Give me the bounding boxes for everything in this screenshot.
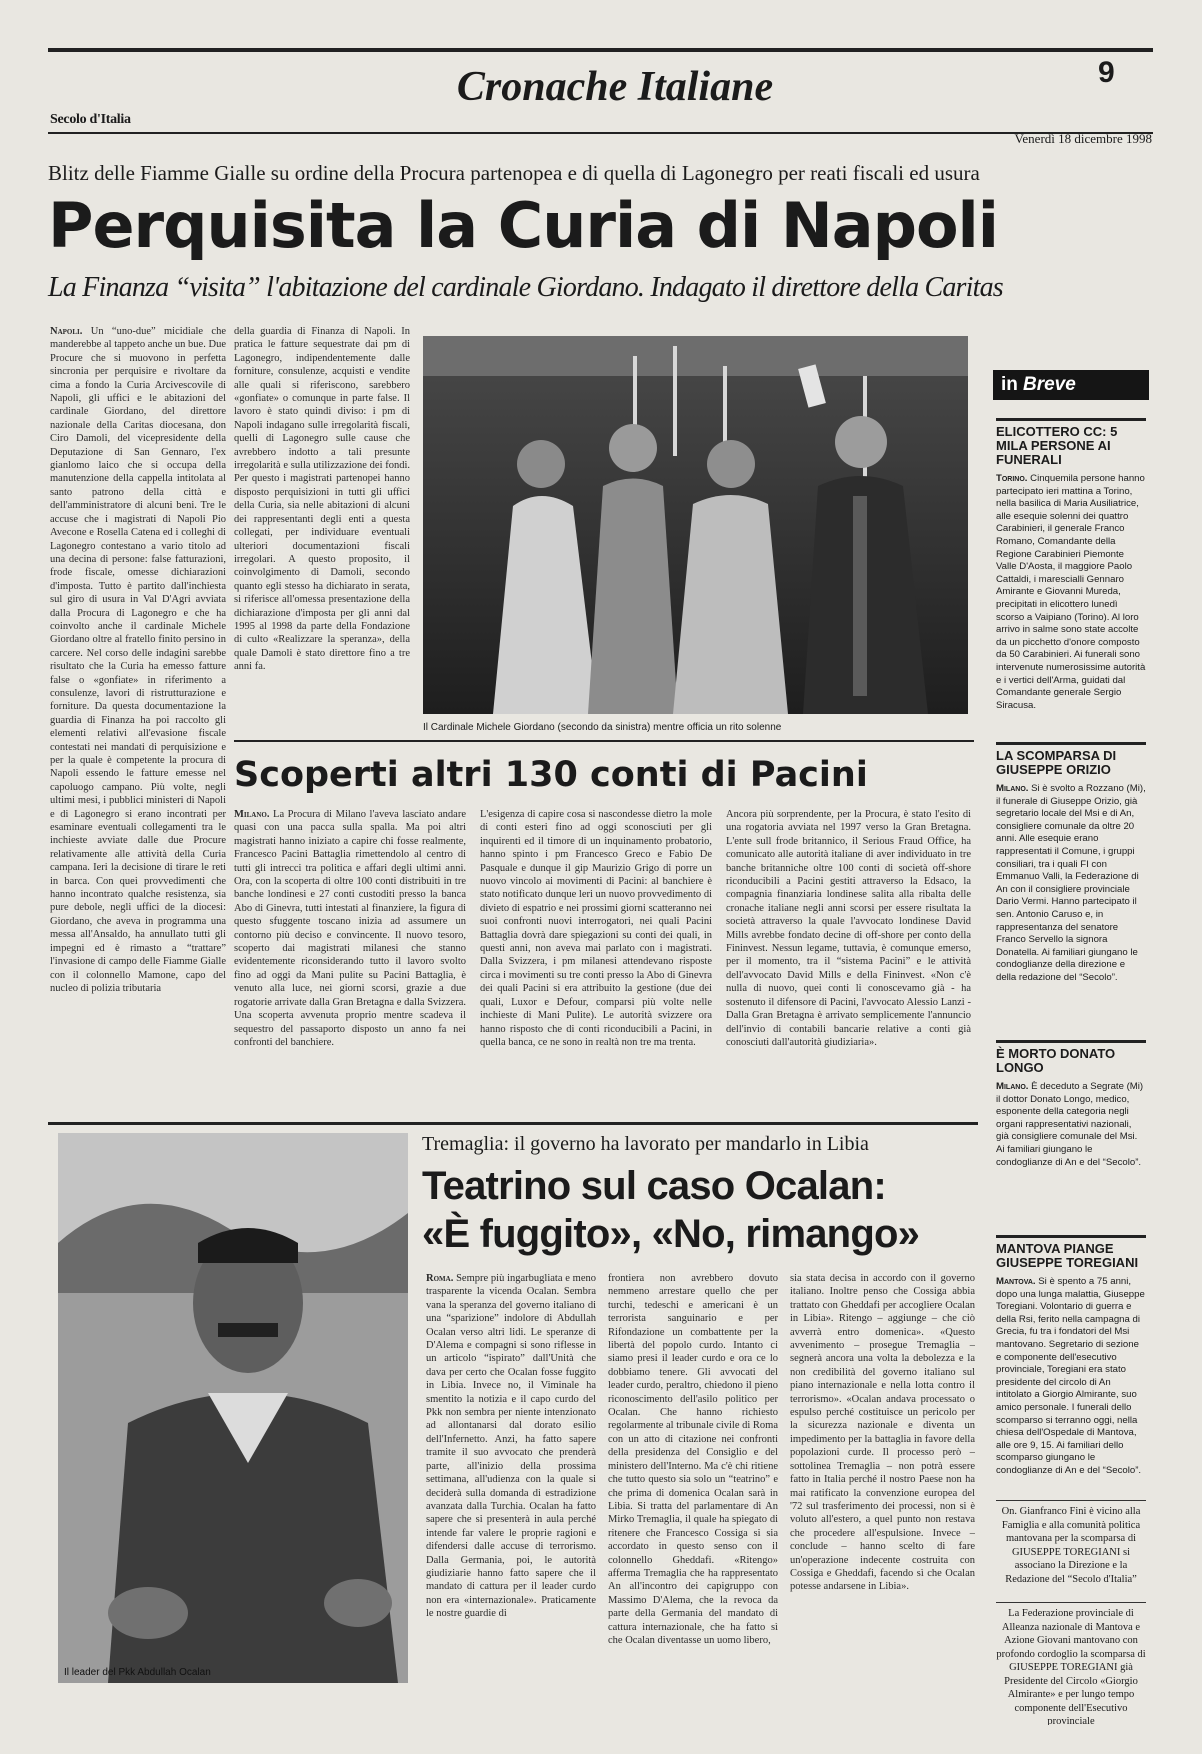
brief-title: È MORTO DONATO LONGO (996, 1046, 1116, 1075)
ocalan-text-2: frontiera non avrebbero dovuto nemmeno arrestare quello che per turchi, tedeschi e americani è un terrorista sanguinario e per Rifondazione un combattente per la libertà del popolo curdo. Intanto ci siamo presi il leader curdo e ora ce lo dobbiamo tenere. Gli avvocati del leader curdo, peraltro, chiedono il pieno riconoscimento dell'asilo politico per Ocalan. Che hanno richiesto regolarmente al tribunale civile di Roma con un atto di citazione nei confronti della presidenza del Consiglio e del ministero dell'Interno. Ma c'è chi ritiene che tutto questo sia solo un “teatrino” e che prima di domenica Ocalan sarà in Libia. Si tratta del parlamentare di An Mirko Tremaglia, il quale ha spiegato di ritenere che Francesco Cossiga si sia accordato in questo senso con il colonnello Gheddafi. «Ritengo» afferma Tremaglia che ha rappresentato An all'incontro dei capigruppo con Massimo D'Alema, che la revoca da parte della Germania del mandato di cattura internazionale, che ha fatto sì che Ocalan diventasse un uomo libero, (608, 1273, 778, 1646)
brief-title: MANTOVA PIANGE GIUSEPPE TOREGIANI (996, 1241, 1139, 1270)
brief-text (996, 1276, 1146, 1478)
lead-kicker: Blitz delle Fiamme Gialle su ordine della Procura partenopea e di quella di Lagonegro per reati fiscali ed usura (48, 161, 980, 185)
condolence-notice: On. Gianfranco Fini è vicino alla Famiglia e alla comunità politica mantovana per la scomparsa di GIUSEPPE TOREGIANI si associano la Direzione e la Redazione del “Secolo d'Italia” (996, 1500, 1146, 1591)
brief-dateline: Milano. (996, 783, 1029, 794)
ocalan-photo-caption: Il leader del Pkk Abdullah Ocalan (64, 1667, 211, 1678)
brief-item (996, 418, 1146, 742)
ocalan-kicker: Tremaglia: il governo ha lavorato per mandarlo in Libia (422, 1133, 869, 1155)
brief-text (996, 473, 1146, 712)
pacini-dateline: Milano. (234, 809, 270, 820)
pacini-rule (234, 740, 974, 742)
ocalan-body-col-2 (608, 1272, 778, 1717)
paper-name: Secolo d'Italia (50, 112, 131, 127)
lead-body-col-2 (234, 325, 410, 725)
pacini-text-1: La Procura di Milano l'aveva lasciato andare quasi con una pacca sulla spalla. Ma poi altri magistrati hanno iniziato a capire chi fosse realmente, Francesco Pacini Battaglia rimettendolo al centro di tutti gli intrecci tra politica e affari degli ultimi anni. Ora, con la scoperta di oltre 100 conti distribuiti in tre banche londinesi e 27 conti custoditi presso la banca Abo di Ginevra, tutti intestati al finanziere, la figura di questo sfuggente toscano inizia ad assumere un contorno più deciso e convincente. Il nuovo tesoro, scoperto dai magistrati milanesi che stanno evidentemente riconsiderando tutto il lavoro svolto fino ad oggi da Mani pulite su Pacini Battaglia, è venuto alla luce, nei giorni scorsi, grazie a due rogatorie arrivate dalla Gran Bretagna e dalla Svizzera. Una scoperta avvenuta proprio mentre scadeva il sequestro del passaporto disposto un anno fa nei confronti del banchiere. (234, 809, 466, 1048)
pacini-headline: Scoperti altri 130 conti di Pacini (234, 755, 868, 795)
ocalan-text-3: sia stata decisa in accordo con il governo italiano. Inoltre penso che Cossiga abbia trattato con Gheddafi per accogliere Ocalan in Libia». Ritengo – aggiunge – che ciò avverrà entro domenica». «Questo avvenimento – prosegue Tremaglia – segnerà ancora una volta la debolezza e la non credibilità del governo italiano sul piano internazionale e nella lotta contro il terrorismo». «Ocalan andava processato o espulso perché costituisce un pericolo per la sicurezza nazionale e diventa un impedimento per la battaglia in favore della popolazioni curde. Il processo però – sottolinea Tremaglia – non potrà essere fatto in Italia perché il nostro Paese non ha mai ratificato la convenzione europea del '72 sul trasferimento dei processi, non si è voluto all'estero, a quel punto non restava che procedere all'espulsione. Invece – conclude – hanno scelto di fare un'operazione indecente costruita con Cossiga e Gheddafi, facendo sì che Ocalan potesse andarsene in Libia». (790, 1273, 975, 1593)
pacini-body-col-1 (234, 808, 466, 1108)
condolence-notice: La Federazione provinciale di Alleanza nazionale di Mantova e Azione Giovani mantovano con profondo cordoglio la scomparsa di GIUSEPPE TOREGIANI già Presidente del Circolo «Giorgio Almirante» e per lungo tempo componente dell'Esecutivo provinciale (996, 1602, 1146, 1725)
lead-body-col-1 (50, 325, 226, 1120)
ocalan-photo-image (58, 1133, 408, 1683)
brief-body: Si è spento a 75 anni, dopo una lunga malattia, Giuseppe Toregiani. Volontario di guerra e della Rsi, ferito nella campagna di Grecia, fu tra i fondatori del Msi mantovano. Segretario di sezione e componente dell'esecutivo provinciale, Toregiani era stato presidente del circolo di An intitolato a Giorgio Almirante, suo amico personale. I funerali dello scomparso si terranno oggi, nella chiesa dell'Ospedale di Mantova, alle ore 9, 15. Ai familiari dello scomparso giungano le condoglianze di An e del “Secolo”. (996, 1276, 1145, 1476)
lead-dateline: Napoli. (50, 326, 83, 337)
issue-date: Venerdì 18 dicembre 1998 (1014, 131, 1152, 146)
ocalan-headline-2: «È fuggito», «No, rimango» (422, 1212, 920, 1256)
ocalan-headline-1: Teatrino sul caso Ocalan: (422, 1164, 886, 1208)
ocalan-body-col-3 (790, 1272, 975, 1717)
brief-body: Cinquemila persone hanno partecipato ieri mattina a Torino, nella basilica di Maria Ausiliatrice, alle esequie solenni dei quattro Carabinieri, il generale Franco Romano, Comandante della Regione Carabinieri Piemonte Valle D'Aosta, il maggiore Paolo Cattaldi, i marescialli Gennaro Amirante e Giovanni Mureda, precipitati in elicottero lunedì scorso a Vaipiano (Torino). Al loro arrivo in salme sono state accolte da un picchetto d'onore composto da 50 Carabinieri. Ai funerali sono intervenute numerosissime autorità e i vertici dell'Arma, guidati dal Comandante generale Sergio Siracusa. (996, 473, 1146, 711)
brief-body: Si è svolto a Rozzano (Mi), il funerale di Giuseppe Orizio, già segretario locale del Msi e di An, consigliere comunale da oltre 20 anni. Alle esequie erano rappresentati il Comune, i gruppi consiliari, tra i quali FI con Emmanuo Valli, la Federazione di An con il consigliere provinciale Dario Vermi. Hanno partecipato il sen. Antonio Caruso e, in rappresentanza del senatore Franco Servello la signora Donatella. Ai familiari giungano le condoglianze della direzione e della redazione del “Secolo”. (996, 783, 1146, 983)
lead-text-1: Un “uno-due” micidiale che manderebbe al tappeto anche un bue. Due Procure che si muovono in perfetta sincronia per perquisire e rivoltare da cima a fondo la Curia Arcivescovile di Napoli, gli uffici e le abitazioni del cardinale Giordano, del direttore nazionale della Caritas diocesana, don Ciro Damoli, del vicepresidente della Deputazione di San Gennaro, l'ex gianlomo laico che si occupa della manutenzione della cappella intitolata al santo patrono della città e dell'amministratore di alcuni beni. Tre le accuse che i magistrati di Napoli Pio Avecone e Rosella Catena ed i colleghi di Lagonegro contestano a vario titolo ad una decina di persone: false fatturazioni, frode fiscale, omesse dichiarazioni d'imposta. Tutto è partito dall'inchiesta sul giro di usura in Val D'Agri avviata dalla Procura di Lagonegro e che ha coinvolto anche il cardinale Michele Giordano oltre al fratello finito persino in carcere. Nel corso delle indagini sarebbe risultato che la Curia ha emesso fatture false o «gonfiate» in riferimento a consulenze, lavori di ristrutturazione e forniture. Da questa documentazione la guardia di Finanza ha poi raccolto gli elementi relativi all'evasione fiscale contestati nei mandati di perquisizione e per la quale è competente la procura di Napoli essendo le fatture emesse nel capoluogo campano. Più volte, negli ultimi mesi, i pubblici ministeri di Napoli e di Lagonegro si erano incontrati per esaminare eventuali collegamenti tra le inchieste avviate dalle due Procure relativamente alle attività della Curia campana. Ieri la decisione di tirare le reti in barca. Con quei provvedimenti che hanno incontrato qualche resistenza, sia pure debole, negli uffici de la diocesi: Giordano, che aveva in programma una messa all'Ansaldo, ha annullato tutti gli impegni ed è rimasto a “trattare” l'invasione di campo delle Fiamme Gialle con il colonnello Mamone, capo del nucleo di polizia tributaria (50, 326, 226, 994)
pacini-body-col-2 (480, 808, 712, 1108)
page-number: 9 (1098, 56, 1115, 89)
brief-dateline: Milano. (996, 1081, 1029, 1092)
brief-title: LA SCOMPARSA DI GIUSEPPE ORIZIO (996, 748, 1117, 777)
ocalan-rule (48, 1122, 978, 1125)
brief-text (996, 1081, 1146, 1169)
section-title: Cronache Italiane (456, 64, 774, 110)
brief-body: È deceduto a Segrate (Mi) il dottor Donato Longo, medico, esponente della categoria negli organi rappresentativi nazionali, già consigliere comunale del Msi. Ai familiari giungano le condoglianze di An e del “Secolo”. (996, 1081, 1144, 1168)
brief-title: ELICOTTERO CC: 5 MILA PERSONE AI FUNERALI (996, 424, 1118, 467)
pacini-text-2: L'esigenza di capire cosa si nascondesse dietro la mole di conti esteri fino ad oggi sconosciuti per gli inquirenti ed il timore di un inquinamento probatorio, hanno spinto i pm Francesco Greco e Fabio De Pasquale e dunque il gip Maurizio Grigo di porre un nuovo vincolo ai movimenti di Pacini: al banchiere è stato notificato dunque leri un nuovo provvedimento di divieto di espatrio e nei prossimi giorni scatteranno nei suoi confronti nuovi interrogatori, nei quali Pacini Battaglia dovrà dare spiegazioni su conti dei quali, in questi anni, non aveva mai parlato con i magistrati. Dalla Svizzera, i pm milanesi attendevano risposte circa i movimenti su tre conti presso la Abo di Ginevra dei quali Pacini si era attribuito la gestione (due dei quali, Luxor e Defour, comparsi più volte nelle inchieste di Mani Pulite). Le autorità svizzere ora hanno risposto che di conti riconducibili a Pacini, in quella banca, ce ne sono in realtà non tre ma trenta. (480, 809, 712, 1048)
top-rule (48, 48, 1153, 52)
brief-item (996, 1040, 1146, 1237)
cardinal-photo (423, 336, 968, 714)
ocalan-text-1: Sempre più ingarbugliata e meno trasparente la vicenda Ocalan. Sembra vana la speranza del governo italiano di una “sparizione” indolore di Abdullah Ocalan verso altri lidi. Le speranze di D'Alema e compagni si sono riflesse in un articolo “ispirato” dall'Unità che dava per certo che Ocalan fosse fuggito in Libia. Invece no, il Viminale ha smentito la notizia e il capo curdo del Pkk non sembra per niente intenzionato ad allontanarsi dal dorato esilio dell'Infernetto. Anzi, ha fatto sapere tramite il suo avvocato che prenderà parte, all'inizio della prossima settimana, all'udienza con la quale si deciderà sulla domanda di estradizione avanzata dalla Turchia. Ocalan ha fatto sapere che si presenterà in aula perché intende far valere le proprie ragioni e difendersi dalle accuse di terrorismo. Dalla Germania, poi, le autorità giudiziarie hanno fatto sapere che il mandato di cattura per il leader curdo non era «internazionale». Praticamente le nostre guardie di (426, 1273, 596, 1620)
pacini-body-col-3 (726, 808, 971, 1108)
brief-item (996, 1235, 1146, 1497)
pacini-text-3: Ancora più sorprendente, per la Procura, è stato l'esito di una rogatoria avviata nel 1997 verso la Gran Bretagna. L'ente sull frode britannico, il Serious Fraud Office, ha comunicato alle autorità italiane di aver individuato in tre banche britanniche oltre 100 conti di società off-shore riconducibili a Pacini gestiti attraverso la Edsaco, la compagnia finanziaria londinese salita alla ribalta delle cronache italiane negli anni scorsi per essere risultata la società attraverso la quale l'avvocato londinese David Mills avrebbe fondato decine di off-shore per conto della Fininvest. Nessun legame, tuttavia, è comunque emerso, per il momento, tra il “sistema Pacini” e le attività dell'avvocato David Mills e della Fininvest. «Non c'è nulla di nuovo, quei conti li conoscevamo già - ha sostenuto il difensore di Pacini, l'avvocato Alessio Lanzi - Dalla Gran Bretagna è arrivato semplicemente l'annuncio dell'invio di contabili bancarie relative a conti già conosciuti dall'autorità giudiziaria». (726, 809, 971, 1048)
brief-text (996, 783, 1146, 985)
brief-item (996, 742, 1146, 1039)
cardinal-photo-image (423, 336, 968, 714)
in-breve-title: Breve (1023, 374, 1076, 395)
lead-headline: Perquisita la Curia di Napoli (48, 189, 999, 262)
brief-dateline: Torino. (996, 473, 1028, 484)
lead-subhead: La Finanza “visita” l'abitazione del cardinale Giordano. Indagato il direttore della Caritas (48, 272, 1003, 303)
cardinal-photo-caption: Il Cardinale Michele Giordano (secondo da sinistra) mentre officia un rito solenne (423, 722, 782, 733)
ocalan-dateline: Roma. (426, 1273, 454, 1284)
lead-text-2: della guardia di Finanza di Napoli. In pratica le fatture sequestrate dai pm di Lagonegro, indipendentemente dalle forniture, consulenze, acquisti e vendite alle quali si riferiscono, sarebbero «gonfiate» o comunque in parte false. Il lavoro è stato quindi diviso: i pm di Napoli indagano sulle irregolarità fiscali, quelli di Lagonegro sulle cause che avrebbero indotto a tali presunte irregolarità e sulla utilizzazione dei fondi. Per questo i magistrati partenopei hanno disposto perquisizioni in tutti gli uffici della Curia, sia nelle abitazioni di alcuni dei rappresentanti degli enti a questa collegati, per individuare eventuali ulteriori documentazioni fiscali irregolari. A questo proposito, il coinvolgimento di Damoli, secondo quanto egli stesso ha dichiarato in serata, si riferisce all'omessa presentazione della dichiarazione d'imposta per gli anni dal 1995 al 1998 da parte della Fondazione di culto «Realizzare la speranza», della quale Damoli è stato direttore fino a tre anni fa. (234, 326, 410, 673)
in-breve-prefix: in (1001, 374, 1018, 395)
brief-dateline: Mantova. (996, 1276, 1036, 1287)
ocalan-photo (58, 1133, 408, 1683)
in-breve-banner (993, 370, 1149, 400)
ocalan-body-col-1 (426, 1272, 596, 1717)
